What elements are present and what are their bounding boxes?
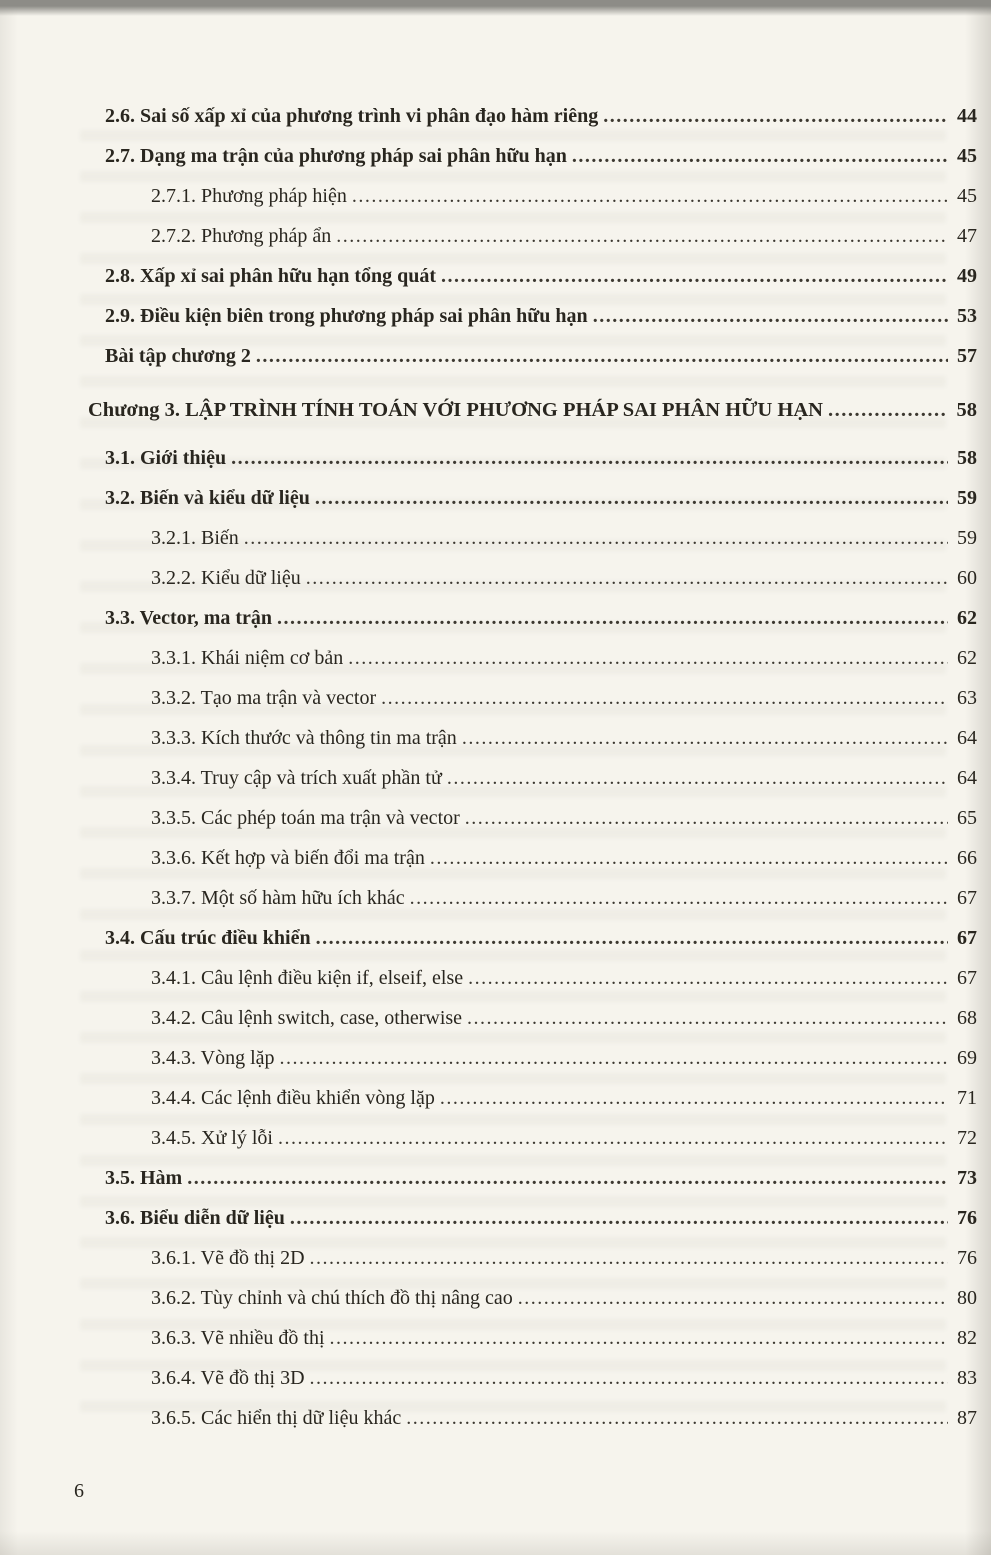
toc-entry-page-number: 63 (957, 687, 977, 709)
dotted-leader (593, 296, 948, 336)
toc-entry-label: 3.4. Cấu trúc điều khiển (105, 927, 311, 949)
dotted-leader (330, 1318, 948, 1358)
toc-entry-label: 3.2. Biến và kiểu dữ liệu (105, 487, 310, 509)
toc-entry (88, 678, 977, 718)
toc-entry-page-number: 62 (957, 607, 977, 629)
toc-entry (88, 1158, 977, 1198)
toc-entry-page-number: 64 (957, 767, 977, 789)
toc-entry-label: 3.3.6. Kết hợp và biến đổi ma trận (151, 847, 425, 869)
toc-entry (88, 216, 977, 256)
toc-entry-page-number: 66 (957, 847, 977, 869)
toc-entry (88, 336, 977, 376)
toc-entry-page-number: 82 (957, 1327, 977, 1349)
dotted-leader (462, 718, 948, 758)
toc-entry (88, 256, 977, 296)
toc-entry (88, 518, 977, 558)
toc-entry-label: 2.7. Dạng ma trận của phương pháp sai phân hữu hạn (105, 145, 567, 167)
toc-entry-label: 2.7.2. Phương pháp ẩn (151, 225, 332, 247)
toc-entry-label: 3.3.3. Kích thước và thông tin ma trận (151, 727, 457, 749)
dotted-leader (244, 518, 948, 558)
toc-chapter-heading (88, 388, 977, 432)
toc-entry (88, 878, 977, 918)
toc-entry (88, 998, 977, 1038)
toc-entry-label: 3.4.2. Câu lệnh switch, case, otherwise (151, 1007, 463, 1029)
toc-entry-page-number: 45 (957, 185, 977, 207)
dotted-leader (256, 336, 948, 376)
toc-entry-page-number: 67 (957, 927, 977, 949)
toc-entry (88, 598, 977, 638)
toc-entry-page-number: 68 (957, 1007, 977, 1029)
toc-entry-page-number: 69 (957, 1047, 977, 1069)
dotted-leader (572, 136, 948, 176)
toc-entry-label: 3.1. Giới thiệu (105, 447, 227, 469)
toc-entry-page-number: 53 (957, 305, 977, 327)
dotted-leader (828, 388, 948, 432)
toc-entry (88, 478, 977, 518)
toc-entry (88, 438, 977, 478)
toc-entry-label: 3.3.7. Một số hàm hữu ích khác (151, 887, 405, 909)
toc-entry (88, 1078, 977, 1118)
toc-entry-label: 3.3.4. Truy cập và trích xuất phần tử (151, 767, 442, 789)
toc-entry-label: 3.4.1. Câu lệnh điều kiện if, elseif, else (151, 967, 464, 989)
toc-entry (88, 798, 977, 838)
toc-entry-page-number: 59 (957, 487, 977, 509)
toc-entry-page-number: 45 (957, 145, 977, 167)
toc-entry-page-number: 57 (957, 345, 977, 367)
toc-entry-label: 3.6.1. Vẽ đồ thị 2D (151, 1247, 305, 1269)
dotted-leader (316, 918, 948, 958)
dotted-leader (315, 478, 948, 518)
toc-entry-page-number: 60 (957, 567, 977, 589)
toc-entry-page-number: 59 (957, 527, 977, 549)
dotted-leader (310, 1238, 948, 1278)
dotted-leader (277, 598, 948, 638)
toc-entry-label: 3.4.3. Vòng lặp (151, 1047, 275, 1069)
dotted-leader (518, 1278, 948, 1318)
dotted-leader (290, 1198, 948, 1238)
toc-entry (88, 1238, 977, 1278)
dotted-leader (440, 1078, 948, 1118)
dotted-leader (603, 96, 948, 136)
toc-entry-label: 3.6.4. Vẽ đồ thị 3D (151, 1367, 305, 1389)
toc-entry-page-number: 65 (957, 807, 977, 829)
dotted-leader (278, 1118, 948, 1158)
toc-entry-label: 3.2.1. Biến (151, 527, 239, 549)
toc-entry-page-number: 64 (957, 727, 977, 749)
toc-list (88, 96, 977, 1438)
toc-entry-page-number: 62 (957, 647, 977, 669)
dotted-leader (468, 958, 948, 998)
toc-entry-page-number: 58 (956, 399, 977, 421)
toc-entry-page-number: 76 (957, 1247, 977, 1269)
toc-entry (88, 1278, 977, 1318)
toc-entry-label: Bài tập chương 2 (105, 345, 251, 367)
toc-entry-label: 3.2.2. Kiểu dữ liệu (151, 567, 301, 589)
toc-entry-label: Chương 3. LẬP TRÌNH TÍNH TOÁN VỚI PHƯƠNG PHÁP SAI PHÂN HỮU HẠN (88, 399, 823, 421)
toc-entry (88, 758, 977, 798)
toc-entry-label: 2.8. Xấp xỉ sai phân hữu hạn tổng quát (105, 265, 437, 287)
toc-entry (88, 558, 977, 598)
toc-entry-label: 3.6.2. Tùy chỉnh và chú thích đồ thị nâng cao (151, 1287, 513, 1309)
dotted-leader (441, 256, 948, 296)
toc-entry-label: 3.5. Hàm (105, 1167, 183, 1189)
toc-entry-page-number: 44 (957, 105, 977, 127)
dotted-leader (306, 558, 948, 598)
dotted-leader (406, 1398, 948, 1438)
dotted-leader (310, 1358, 948, 1398)
dotted-leader (447, 758, 948, 798)
page-number: 6 (74, 1480, 84, 1502)
toc-entry-page-number: 67 (957, 967, 977, 989)
dotted-leader (187, 1158, 948, 1198)
toc-entry-page-number: 87 (957, 1407, 977, 1429)
toc-entry (88, 1038, 977, 1078)
toc-entry (88, 1358, 977, 1398)
toc-entry (88, 96, 977, 136)
toc-entry (88, 1118, 977, 1158)
toc-entry-page-number: 73 (957, 1167, 977, 1189)
toc-entry-label: 3.3. Vector, ma trận (105, 607, 273, 629)
toc-entry (88, 638, 977, 678)
toc-entry-page-number: 83 (957, 1367, 977, 1389)
toc-entry (88, 958, 977, 998)
toc-entry (88, 838, 977, 878)
toc-entry-label: 3.6. Biểu diễn dữ liệu (105, 1207, 285, 1229)
toc-entry-label: 3.3.2. Tạo ma trận và vector (151, 687, 377, 709)
dotted-leader (231, 438, 948, 478)
dotted-leader (348, 638, 948, 678)
dotted-leader (280, 1038, 948, 1078)
toc-entry (88, 1198, 977, 1238)
toc-entry-label: 3.4.5. Xử lý lỗi (151, 1127, 273, 1149)
toc-entry-label: 3.4.4. Các lệnh điều khiển vòng lặp (151, 1087, 435, 1109)
toc-entry-page-number: 76 (957, 1207, 977, 1229)
toc-entry-page-number: 72 (957, 1127, 977, 1149)
dotted-leader (352, 176, 948, 216)
toc-entry-label: 2.9. Điều kiện biên trong phương pháp sai phân hữu hạn (105, 305, 588, 327)
toc-entry-page-number: 71 (957, 1087, 977, 1109)
toc-entry-label: 2.6. Sai số xấp xỉ của phương trình vi phân đạo hàm riêng (105, 105, 599, 127)
dotted-leader (336, 216, 948, 256)
toc-entry-label: 3.6.3. Vẽ nhiều đồ thị (151, 1327, 325, 1349)
toc-entry (88, 918, 977, 958)
toc-entry-label: 2.7.1. Phương pháp hiện (151, 185, 347, 207)
toc-entry-page-number: 49 (957, 265, 977, 287)
toc-entry (88, 296, 977, 336)
dotted-leader (430, 838, 948, 878)
toc-entry-label: 3.6.5. Các hiển thị dữ liệu khác (151, 1407, 402, 1429)
toc-entry (88, 1318, 977, 1358)
dotted-leader (467, 998, 948, 1038)
dotted-leader (410, 878, 948, 918)
toc-entry (88, 176, 977, 216)
dotted-leader (465, 798, 948, 838)
toc-entry-page-number: 67 (957, 887, 977, 909)
toc-entry (88, 1398, 977, 1438)
toc-entry (88, 136, 977, 176)
toc-entry-page-number: 47 (957, 225, 977, 247)
toc-entry-label: 3.3.5. Các phép toán ma trận và vector (151, 807, 460, 829)
toc-entry-label: 3.3.1. Khái niệm cơ bản (151, 647, 344, 669)
toc-entry-page-number: 58 (957, 447, 977, 469)
toc-entry (88, 718, 977, 758)
dotted-leader (381, 678, 948, 718)
toc-entry-page-number: 80 (957, 1287, 977, 1309)
